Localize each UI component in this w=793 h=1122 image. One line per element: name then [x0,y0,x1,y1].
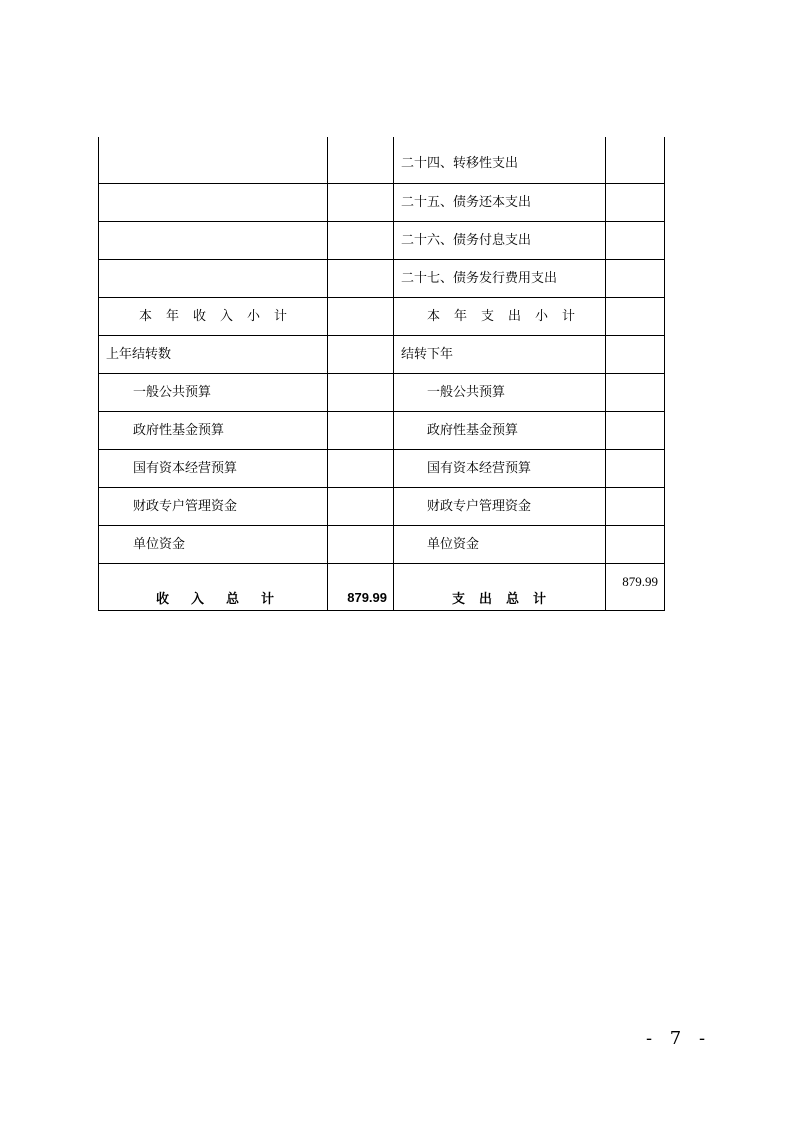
income-total-label: 收入总计 [99,564,328,611]
total-row [99,564,665,611]
income-amount-cell [328,336,394,374]
expense-subtotal-label: 本年支出小计 [394,298,606,336]
expense-item-cell: 二十七、债务发行费用支出 [394,260,606,298]
expense-amount-cell [606,526,665,564]
income-subtotal-label: 本年收入小计 [99,298,328,336]
table-row [99,374,665,412]
expense-item-cell: 政府性基金预算 [394,412,606,450]
income-item-cell: 政府性基金预算 [99,412,328,450]
expense-subtotal-amount [606,298,665,336]
income-amount-cell [328,450,394,488]
income-item-cell [99,184,328,222]
income-item-cell: 国有资本经营预算 [99,450,328,488]
income-item-cell: 上年结转数 [99,336,328,374]
table-row [99,526,665,564]
subtotal-row [99,298,665,336]
income-amount-cell [328,412,394,450]
budget-table [98,137,665,611]
expense-item-cell: 一般公共预算 [394,374,606,412]
expense-item-cell: 二十五、债务还本支出 [394,184,606,222]
table-row [99,137,665,184]
income-item-cell: 一般公共预算 [99,374,328,412]
expense-amount-cell [606,412,665,450]
expense-amount-cell [606,374,665,412]
expense-total-label: 支出总计 [394,564,606,611]
income-amount-cell [328,526,394,564]
income-amount-cell [328,374,394,412]
page-number: - 7 - [646,1028,712,1049]
expense-item-cell: 国有资本经营预算 [394,450,606,488]
income-amount-cell [328,184,394,222]
expense-item-cell: 财政专户管理资金 [394,488,606,526]
income-subtotal-amount [328,298,394,336]
table-row [99,336,665,374]
expense-item-cell: 二十六、债务付息支出 [394,222,606,260]
expense-amount-cell [606,184,665,222]
expense-amount-cell [606,137,665,184]
income-amount-cell [328,260,394,298]
income-item-cell [99,222,328,260]
income-item-cell [99,260,328,298]
income-amount-cell [328,222,394,260]
income-total-amount: 879.99 [328,564,394,611]
income-amount-cell [328,137,394,184]
expense-item-cell: 结转下年 [394,336,606,374]
table-row [99,222,665,260]
income-amount-cell [328,488,394,526]
income-item-cell: 财政专户管理资金 [99,488,328,526]
expense-total-amount: 879.99 [606,564,665,611]
expense-amount-cell [606,450,665,488]
table-row [99,260,665,298]
expense-amount-cell [606,488,665,526]
table-row [99,450,665,488]
expense-amount-cell [606,222,665,260]
expense-amount-cell [606,260,665,298]
expense-item-cell: 单位资金 [394,526,606,564]
income-item-cell: 单位资金 [99,526,328,564]
income-item-cell [99,137,328,184]
table-row [99,184,665,222]
expense-amount-cell [606,336,665,374]
table-row [99,412,665,450]
table-row [99,488,665,526]
expense-item-cell: 二十四、转移性支出 [394,137,606,184]
